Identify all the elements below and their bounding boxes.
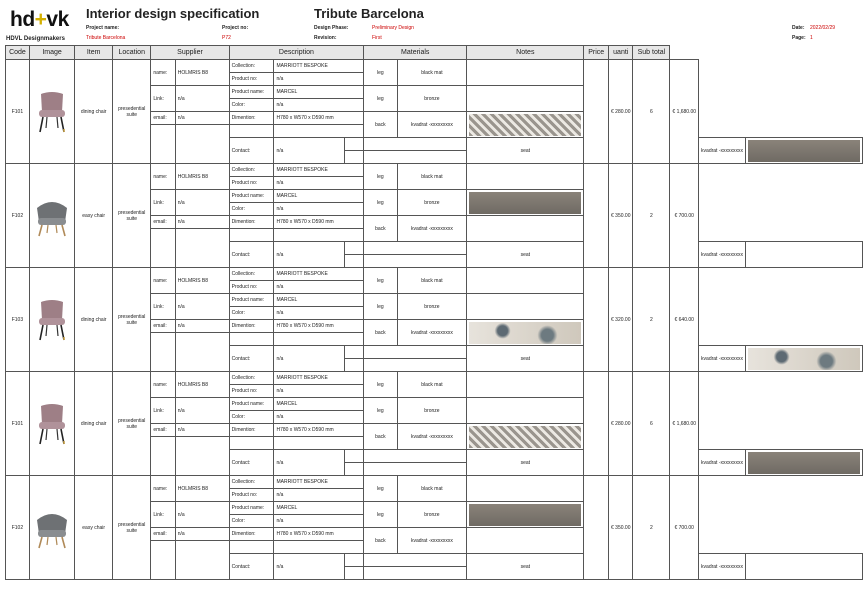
description-label: Collection: xyxy=(229,476,274,489)
description-value: MARRIOTT BESPOKE xyxy=(274,164,364,177)
item-code: F101 xyxy=(6,372,30,476)
supplier-label: email: xyxy=(151,320,175,333)
project-title: Tribute Barcelona xyxy=(314,6,424,21)
description-value: H780 x W570 x D590 mm xyxy=(274,424,364,437)
material-part: back xyxy=(364,320,397,346)
description-label-empty xyxy=(229,229,274,242)
description-value-empty xyxy=(364,450,467,463)
fabric-swatch-image xyxy=(748,452,860,474)
material-spec: kvadrat -xxxxxxxxx xyxy=(699,138,746,164)
material-part: leg xyxy=(364,398,397,424)
material-spec: kvadrat -xxxxxxxxx xyxy=(699,450,746,476)
specification-table xyxy=(5,45,863,580)
description-value: n/a xyxy=(274,73,364,86)
item-code: F101 xyxy=(6,60,30,164)
supplier-label: Contact: xyxy=(229,554,274,580)
description-label: Product name: xyxy=(229,502,274,515)
supplier-value: n/a xyxy=(274,346,344,372)
supplier-label: name: xyxy=(151,268,175,294)
material-swatch xyxy=(746,138,863,164)
description-label-empty xyxy=(229,125,274,138)
company-logo: hd+vk xyxy=(10,8,69,31)
item-location: presedential suite xyxy=(113,372,151,476)
material-swatch xyxy=(467,216,584,242)
item-quantity: 2 xyxy=(633,268,670,372)
description-value: MARCEL xyxy=(274,190,364,203)
supplier-value: n/a xyxy=(175,216,229,229)
item-code: F102 xyxy=(6,164,30,268)
col-item: Item xyxy=(75,46,113,60)
table-row xyxy=(6,268,863,281)
description-value: MARCEL xyxy=(274,502,364,515)
material-spec: kvadrat -xxxxxxxxx xyxy=(397,320,467,346)
table-row xyxy=(6,164,863,177)
item-subtotal: € 1,680.00 xyxy=(670,60,699,164)
description-value-empty xyxy=(364,242,467,255)
material-swatch xyxy=(746,346,863,372)
supplier-label: Contact: xyxy=(229,138,274,164)
description-label-empty xyxy=(344,567,363,580)
material-part: seat xyxy=(467,138,584,164)
supplier-value: n/a xyxy=(175,528,229,541)
item-name: easy chair xyxy=(75,164,113,268)
design-phase-label: Design Phase: xyxy=(314,25,349,31)
supplier-value: n/a xyxy=(175,190,229,216)
material-part: leg xyxy=(364,268,397,294)
description-value: n/a xyxy=(274,203,364,216)
description-label: Product no: xyxy=(229,177,274,190)
supplier-label: Contact: xyxy=(229,242,274,268)
item-quantity: 2 xyxy=(633,476,670,580)
supplier-label-empty xyxy=(151,541,175,580)
material-swatch xyxy=(746,242,863,268)
description-value-empty xyxy=(274,541,364,554)
revision-value: First xyxy=(372,35,382,41)
material-swatch xyxy=(467,164,584,190)
material-swatch xyxy=(467,60,584,86)
item-quantity: 6 xyxy=(633,372,670,476)
item-name: easy chair xyxy=(75,476,113,580)
col-subtotal: Sub total xyxy=(633,46,670,60)
supplier-value: HOLMRIS B8 xyxy=(175,164,229,190)
material-spec: bronze xyxy=(397,398,467,424)
item-image xyxy=(29,164,74,268)
material-part: leg xyxy=(364,190,397,216)
table-row xyxy=(6,60,863,73)
supplier-label: name: xyxy=(151,164,175,190)
item-image xyxy=(29,476,74,580)
description-label-empty xyxy=(229,541,274,554)
description-value: n/a xyxy=(274,385,364,398)
description-value-empty xyxy=(364,359,467,372)
col-location: Location xyxy=(113,46,151,60)
description-label-empty xyxy=(344,450,363,463)
description-value-empty xyxy=(364,138,467,151)
item-image xyxy=(29,372,74,476)
material-swatch xyxy=(467,190,584,216)
material-swatch xyxy=(467,528,584,554)
item-code: F102 xyxy=(6,476,30,580)
description-label: Color: xyxy=(229,203,274,216)
material-swatch xyxy=(467,112,584,138)
description-value-empty xyxy=(364,151,467,164)
description-label-empty xyxy=(344,359,363,372)
material-spec: kvadrat -xxxxxxxxx xyxy=(397,112,467,138)
description-label: Product no: xyxy=(229,281,274,294)
description-label: Dimention: xyxy=(229,528,274,541)
description-value-empty xyxy=(274,333,364,346)
table-row xyxy=(6,476,863,489)
item-subtotal: € 700.00 xyxy=(670,164,699,268)
description-value: MARRIOTT BESPOKE xyxy=(274,60,364,73)
description-value-empty xyxy=(274,125,364,138)
fabric-swatch-image xyxy=(748,348,860,370)
description-label: Product no: xyxy=(229,73,274,86)
supplier-label: name: xyxy=(151,60,175,86)
description-value: MARCEL xyxy=(274,398,364,411)
supplier-label: Contact: xyxy=(229,450,274,476)
item-notes xyxy=(584,476,609,580)
fabric-swatch-image xyxy=(469,192,581,214)
material-spec: bronze xyxy=(397,294,467,320)
table-header-row xyxy=(6,46,863,60)
item-notes xyxy=(584,164,609,268)
supplier-label: email: xyxy=(151,528,175,541)
col-code: Code xyxy=(6,46,30,60)
material-spec: black mat xyxy=(397,372,467,398)
supplier-value: n/a xyxy=(175,294,229,320)
item-price: € 280.00 xyxy=(609,372,633,476)
supplier-value-empty xyxy=(175,125,229,164)
material-swatch xyxy=(467,268,584,294)
chair-image xyxy=(32,506,72,550)
material-spec: black mat xyxy=(397,164,467,190)
table-row xyxy=(6,372,863,385)
supplier-value: n/a xyxy=(175,502,229,528)
description-value-empty xyxy=(364,346,467,359)
description-label: Product name: xyxy=(229,398,274,411)
item-location: presedential suite xyxy=(113,164,151,268)
material-swatch xyxy=(467,294,584,320)
description-label-empty xyxy=(344,255,363,268)
date-value: 2022/02/29 xyxy=(810,25,836,31)
item-location: presedential suite xyxy=(113,476,151,580)
supplier-label: Link: xyxy=(151,86,175,112)
description-label: Collection: xyxy=(229,60,274,73)
description-label: Dimention: xyxy=(229,320,274,333)
item-subtotal: € 700.00 xyxy=(670,476,699,580)
description-label-empty xyxy=(344,242,363,255)
description-label: Dimention: xyxy=(229,424,274,437)
design-phase-value: Preliminary Design xyxy=(372,25,414,31)
material-spec: black mat xyxy=(397,60,467,86)
description-label: Color: xyxy=(229,307,274,320)
material-spec: bronze xyxy=(397,86,467,112)
item-price: € 350.00 xyxy=(609,476,633,580)
description-label: Collection: xyxy=(229,372,274,385)
revision-label: Revision: xyxy=(314,35,337,41)
project-name-label: Project name: xyxy=(86,25,120,31)
document-header xyxy=(0,0,863,44)
item-quantity: 6 xyxy=(633,60,670,164)
supplier-value-empty xyxy=(175,333,229,372)
material-part: back xyxy=(364,112,397,138)
fabric-swatch-image xyxy=(748,140,860,162)
col-quantity: uanti xyxy=(609,46,633,60)
description-value: n/a xyxy=(274,411,364,424)
material-part: back xyxy=(364,528,397,554)
description-label-empty xyxy=(344,151,363,164)
supplier-value: n/a xyxy=(274,242,344,268)
supplier-value: n/a xyxy=(175,86,229,112)
fabric-swatch-image xyxy=(469,426,581,448)
description-label: Color: xyxy=(229,99,274,112)
supplier-value: n/a xyxy=(175,320,229,333)
col-price: Price xyxy=(584,46,609,60)
material-part: leg xyxy=(364,164,397,190)
item-name: dining chair xyxy=(75,268,113,372)
project-no-label: Project no: xyxy=(222,25,249,31)
material-spec: bronze xyxy=(397,190,467,216)
supplier-value-empty xyxy=(175,437,229,476)
description-label: Product no: xyxy=(229,385,274,398)
supplier-label: email: xyxy=(151,112,175,125)
material-spec: kvadrat -xxxxxxxxx xyxy=(699,346,746,372)
item-location: presedential suite xyxy=(113,268,151,372)
date-label: Date: xyxy=(792,25,805,31)
material-spec: kvadrat -xxxxxxxxx xyxy=(699,242,746,268)
col-supplier: Supplier xyxy=(151,46,229,60)
description-label: Dimention: xyxy=(229,112,274,125)
fabric-swatch-image xyxy=(469,504,581,526)
description-label: Product name: xyxy=(229,86,274,99)
page-label: Page: xyxy=(792,35,806,41)
material-part: leg xyxy=(364,294,397,320)
description-value: H780 x W570 x D590 mm xyxy=(274,216,364,229)
chair-image xyxy=(32,194,72,238)
description-value-empty xyxy=(364,255,467,268)
material-swatch xyxy=(467,476,584,502)
supplier-value: n/a xyxy=(175,112,229,125)
description-value: n/a xyxy=(274,177,364,190)
document-title: Interior design specification xyxy=(86,6,260,21)
supplier-value: n/a xyxy=(274,138,344,164)
material-part: leg xyxy=(364,372,397,398)
description-value: MARRIOTT BESPOKE xyxy=(274,476,364,489)
description-value: MARCEL xyxy=(274,86,364,99)
col-notes: Notes xyxy=(467,46,584,60)
col-image: Image xyxy=(29,46,74,60)
supplier-label: Link: xyxy=(151,190,175,216)
item-image xyxy=(29,268,74,372)
material-spec: black mat xyxy=(397,476,467,502)
description-value: H780 x W570 x D590 mm xyxy=(274,320,364,333)
description-label: Collection: xyxy=(229,164,274,177)
description-label-empty xyxy=(344,554,363,567)
description-label: Color: xyxy=(229,515,274,528)
fabric-swatch-image xyxy=(469,322,581,344)
supplier-value: HOLMRIS B8 xyxy=(175,476,229,502)
item-name: dining chair xyxy=(75,372,113,476)
supplier-value: HOLMRIS B8 xyxy=(175,268,229,294)
supplier-label-empty xyxy=(151,125,175,164)
description-value-empty xyxy=(274,229,364,242)
description-value: H780 x W570 x D590 mm xyxy=(274,528,364,541)
material-swatch xyxy=(467,398,584,424)
material-swatch xyxy=(746,450,863,476)
material-swatch xyxy=(746,554,863,580)
chair-image xyxy=(32,402,72,446)
description-label-empty xyxy=(344,463,363,476)
page-value: 1 xyxy=(810,35,813,41)
item-notes xyxy=(584,268,609,372)
item-subtotal: € 640.00 xyxy=(670,268,699,372)
supplier-label: Link: xyxy=(151,294,175,320)
supplier-label: email: xyxy=(151,424,175,437)
company-name: HDVL Designmakers xyxy=(6,36,65,42)
supplier-label: name: xyxy=(151,372,175,398)
supplier-label-empty xyxy=(151,437,175,476)
item-notes xyxy=(584,372,609,476)
supplier-label-empty xyxy=(151,229,175,268)
description-label-empty xyxy=(344,346,363,359)
item-code: F103 xyxy=(6,268,30,372)
item-image xyxy=(29,60,74,164)
item-notes xyxy=(584,60,609,164)
material-spec: kvadrat -xxxxxxxxx xyxy=(397,528,467,554)
material-swatch xyxy=(467,424,584,450)
material-spec: kvadrat -xxxxxxxxx xyxy=(397,216,467,242)
item-quantity: 2 xyxy=(633,164,670,268)
material-part: back xyxy=(364,216,397,242)
supplier-value-empty xyxy=(175,541,229,580)
supplier-label: Link: xyxy=(151,502,175,528)
description-label: Color: xyxy=(229,411,274,424)
item-price: € 320.00 xyxy=(609,268,633,372)
description-label: Product name: xyxy=(229,190,274,203)
description-value-empty xyxy=(274,437,364,450)
material-spec: kvadrat -xxxxxxxxx xyxy=(397,424,467,450)
item-location: presedential suite xyxy=(113,60,151,164)
description-value: n/a xyxy=(274,281,364,294)
material-part: seat xyxy=(467,346,584,372)
description-value: n/a xyxy=(274,307,364,320)
supplier-value: n/a xyxy=(175,424,229,437)
item-name: dining chair xyxy=(75,60,113,164)
supplier-label: Contact: xyxy=(229,346,274,372)
material-part: seat xyxy=(467,242,584,268)
description-value-empty xyxy=(364,567,467,580)
description-value: n/a xyxy=(274,515,364,528)
description-value: MARRIOTT BESPOKE xyxy=(274,268,364,281)
supplier-value: HOLMRIS B8 xyxy=(175,372,229,398)
description-label: Collection: xyxy=(229,268,274,281)
description-label-empty xyxy=(344,138,363,151)
material-part: leg xyxy=(364,86,397,112)
material-swatch xyxy=(467,502,584,528)
col-description: Description xyxy=(229,46,364,60)
description-label-empty xyxy=(229,437,274,450)
item-price: € 350.00 xyxy=(609,164,633,268)
fabric-swatch-image xyxy=(469,114,581,136)
material-swatch xyxy=(467,86,584,112)
material-swatch xyxy=(467,320,584,346)
supplier-label-empty xyxy=(151,333,175,372)
project-no-value: P72 xyxy=(222,35,231,41)
material-part: leg xyxy=(364,502,397,528)
material-part: seat xyxy=(467,554,584,580)
supplier-value: n/a xyxy=(274,554,344,580)
description-value: H780 x W570 x D590 mm xyxy=(274,112,364,125)
supplier-label: email: xyxy=(151,216,175,229)
material-spec: black mat xyxy=(397,268,467,294)
item-price: € 280.00 xyxy=(609,60,633,164)
chair-image xyxy=(32,90,72,134)
description-value-empty xyxy=(364,554,467,567)
material-swatch xyxy=(467,372,584,398)
description-value: n/a xyxy=(274,99,364,112)
material-part: seat xyxy=(467,450,584,476)
chair-image xyxy=(32,298,72,342)
description-label: Product no: xyxy=(229,489,274,502)
description-value: MARRIOTT BESPOKE xyxy=(274,372,364,385)
supplier-label: name: xyxy=(151,476,175,502)
description-value: n/a xyxy=(274,489,364,502)
col-materials: Materials xyxy=(364,46,467,60)
project-name-value: Tribute Barcelona xyxy=(86,35,126,41)
supplier-value: n/a xyxy=(175,398,229,424)
material-spec: bronze xyxy=(397,502,467,528)
material-part: back xyxy=(364,424,397,450)
material-part: leg xyxy=(364,476,397,502)
supplier-value: n/a xyxy=(274,450,344,476)
description-label-empty xyxy=(229,333,274,346)
description-value: MARCEL xyxy=(274,294,364,307)
description-value-empty xyxy=(364,463,467,476)
supplier-value: HOLMRIS B8 xyxy=(175,60,229,86)
material-spec: kvadrat -xxxxxxxxx xyxy=(699,554,746,580)
supplier-label: Link: xyxy=(151,398,175,424)
description-label: Product name: xyxy=(229,294,274,307)
description-label: Dimention: xyxy=(229,216,274,229)
supplier-value-empty xyxy=(175,229,229,268)
material-part: leg xyxy=(364,60,397,86)
item-subtotal: € 1,680.00 xyxy=(670,372,699,476)
